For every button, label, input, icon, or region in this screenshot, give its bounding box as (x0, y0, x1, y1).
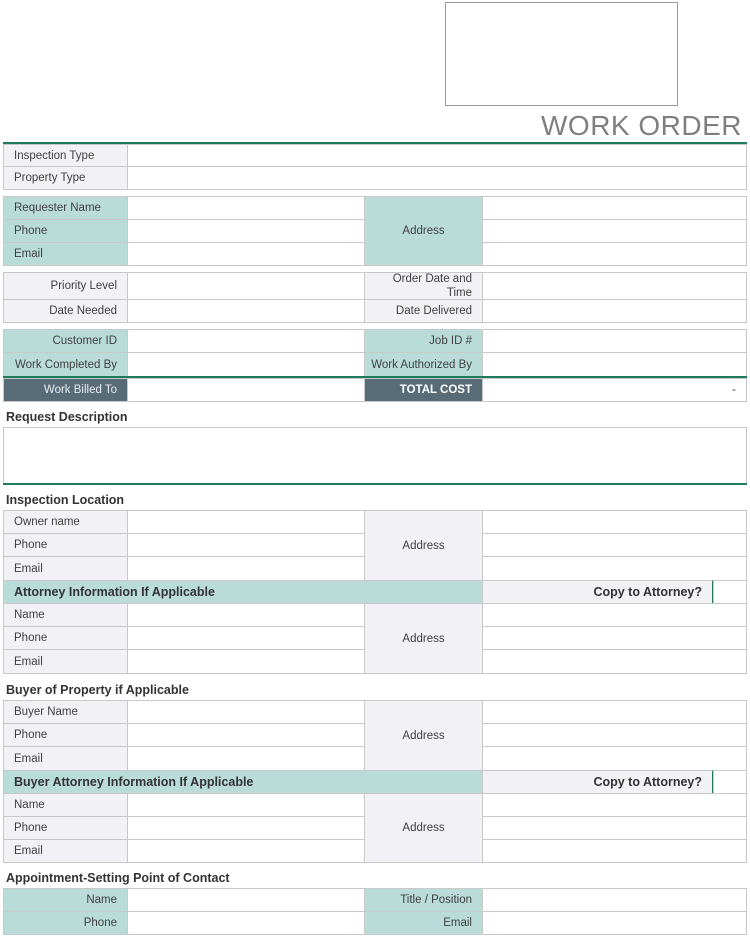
requester-email-label: Email (3, 242, 128, 266)
attorney-address-label: Address (364, 603, 483, 674)
buyer-attorney-heading: Buyer Attorney Information If Applicable (3, 770, 483, 794)
inspection-location-heading: Inspection Location (6, 493, 125, 507)
buyer-name-field[interactable] (127, 700, 365, 724)
owner-phone-field[interactable] (127, 533, 365, 557)
priority-level-field[interactable] (127, 272, 365, 300)
requester-address-line-1[interactable] (482, 196, 747, 220)
attorney-address-line-1[interactable] (482, 603, 747, 627)
inspection-type-field[interactable] (127, 144, 747, 167)
requester-address-line-3[interactable] (482, 242, 747, 266)
logo-placeholder (445, 2, 678, 106)
work-billed-to-label: Work Billed To (3, 378, 128, 402)
requester-phone-label: Phone (3, 219, 128, 243)
attorney-heading: Attorney Information If Applicable (3, 580, 483, 604)
owner-email-label: Email (3, 556, 128, 581)
buyer-attorney-phone-field[interactable] (127, 816, 365, 840)
work-completed-by-label: Work Completed By (3, 352, 128, 377)
copy-to-buyer-attorney-label: Copy to Attorney? (482, 770, 714, 794)
order-date-label: Order Date and Time (364, 272, 483, 300)
copy-to-attorney-label: Copy to Attorney? (482, 580, 714, 604)
contact-phone-label: Phone (3, 911, 128, 935)
requester-name-label: Requester Name (3, 196, 128, 220)
order-date-field[interactable] (482, 272, 747, 300)
owner-name-label: Owner name (3, 510, 128, 534)
contact-name-label: Name (3, 888, 128, 912)
request-description-field[interactable] (3, 427, 747, 485)
requester-email-field[interactable] (127, 242, 365, 266)
job-id-field[interactable] (482, 329, 747, 353)
buyer-address-label: Address (364, 700, 483, 771)
buyer-phone-field[interactable] (127, 723, 365, 747)
buyer-attorney-address-line-3[interactable] (482, 839, 747, 863)
buyer-name-label: Buyer Name (3, 700, 128, 724)
work-billed-to-field[interactable] (127, 378, 365, 402)
buyer-attorney-name-field[interactable] (127, 793, 365, 817)
buyer-email-field[interactable] (127, 746, 365, 771)
appointment-heading: Appointment-Setting Point of Contact (6, 871, 230, 885)
attorney-email-label: Email (3, 649, 128, 674)
date-needed-label: Date Needed (3, 299, 128, 323)
work-authorized-by-field[interactable] (482, 352, 747, 377)
buyer-attorney-email-label: Email (3, 839, 128, 863)
buyer-attorney-address-line-2[interactable] (482, 816, 747, 840)
divider (3, 483, 747, 485)
owner-phone-label: Phone (3, 533, 128, 557)
date-delivered-label: Date Delivered (364, 299, 483, 323)
page-title: WORK ORDER (541, 110, 742, 141)
attorney-name-label: Name (3, 603, 128, 627)
inspection-type-label: Inspection Type (3, 144, 128, 167)
priority-level-label: Priority Level (3, 272, 128, 300)
buyer-address-line-2[interactable] (482, 723, 747, 747)
requester-address-line-2[interactable] (482, 219, 747, 243)
buyer-attorney-email-field[interactable] (127, 839, 365, 863)
buyer-heading: Buyer of Property if Applicable (6, 683, 189, 697)
job-id-label: Job ID # (364, 329, 483, 353)
attorney-phone-label: Phone (3, 626, 128, 650)
buyer-phone-label: Phone (3, 723, 128, 747)
attorney-address-line-3[interactable] (482, 649, 747, 674)
copy-to-buyer-attorney-field[interactable] (713, 770, 747, 794)
buyer-address-line-1[interactable] (482, 700, 747, 724)
buyer-attorney-address-label: Address (364, 793, 483, 863)
total-cost-label: TOTAL COST (364, 378, 483, 402)
owner-address-line-2[interactable] (482, 533, 747, 557)
owner-name-field[interactable] (127, 510, 365, 534)
copy-to-attorney-field[interactable] (713, 580, 747, 604)
requester-name-field[interactable] (127, 196, 365, 220)
total-cost-value: - (482, 378, 747, 402)
buyer-attorney-phone-label: Phone (3, 816, 128, 840)
contact-email-field[interactable] (482, 911, 747, 935)
requester-phone-field[interactable] (127, 219, 365, 243)
title-position-label: Title / Position (364, 888, 483, 912)
requester-address-label: Address (364, 196, 483, 266)
owner-email-field[interactable] (127, 556, 365, 581)
buyer-attorney-name-label: Name (3, 793, 128, 817)
owner-address-label: Address (364, 510, 483, 581)
owner-address-line-3[interactable] (482, 556, 747, 581)
work-completed-by-field[interactable] (127, 352, 365, 377)
customer-id-field[interactable] (127, 329, 365, 353)
attorney-address-line-2[interactable] (482, 626, 747, 650)
request-description-heading: Request Description (6, 410, 128, 424)
contact-phone-field[interactable] (127, 911, 365, 935)
property-type-field[interactable] (127, 166, 747, 190)
title-position-field[interactable] (482, 888, 747, 912)
customer-id-label: Customer ID (3, 329, 128, 353)
date-delivered-field[interactable] (482, 299, 747, 323)
property-type-label: Property Type (3, 166, 128, 190)
contact-name-field[interactable] (127, 888, 365, 912)
attorney-name-field[interactable] (127, 603, 365, 627)
owner-address-line-1[interactable] (482, 510, 747, 534)
attorney-phone-field[interactable] (127, 626, 365, 650)
attorney-email-field[interactable] (127, 649, 365, 674)
buyer-attorney-address-line-1[interactable] (482, 793, 747, 817)
buyer-address-line-3[interactable] (482, 746, 747, 771)
buyer-email-label: Email (3, 746, 128, 771)
contact-email-label: Email (364, 911, 483, 935)
date-needed-field[interactable] (127, 299, 365, 323)
work-authorized-by-label: Work Authorized By (364, 352, 483, 377)
